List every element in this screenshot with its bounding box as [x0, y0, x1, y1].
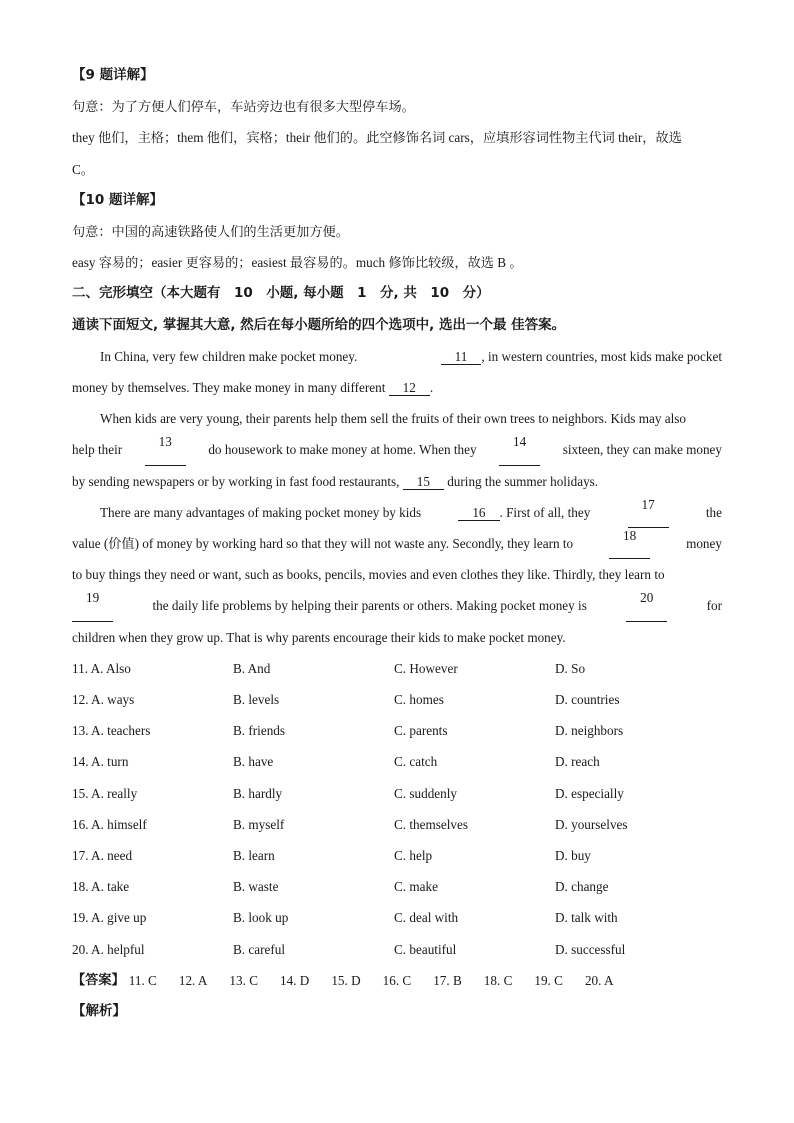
blank-20[interactable]: 20	[626, 590, 667, 621]
q10-heading: 【10 题详解】	[72, 191, 163, 208]
passage-line	[72, 372, 722, 403]
blank-16[interactable]: 16	[458, 505, 499, 521]
option-b[interactable]: B. myself	[233, 816, 285, 832]
passage-text: the	[705, 504, 722, 520]
blank-17[interactable]: 17	[628, 497, 669, 528]
q9-explanation-line1: they 他们，主格；them 他们，宾格；their 他们的。此空修饰名词 cars，应填形容词性物主代词 their，故选	[72, 130, 682, 146]
option-b[interactable]: B. look up	[233, 910, 289, 926]
option-a[interactable]: 18. A. take	[72, 879, 130, 895]
option-d[interactable]: D. buy	[555, 848, 591, 864]
passage-text: money by themselves. They make money in many different	[72, 380, 386, 396]
passage-text: sixteen, they can make money	[562, 442, 722, 458]
option-row-19	[72, 902, 722, 933]
section-instruction: 通读下面短文, 掌握其大意, 然后在每小题所给的四个选项中, 选出一个最 佳答案。	[72, 316, 566, 333]
option-a[interactable]: 16. A. himself	[72, 816, 147, 832]
blank-13[interactable]: 13	[145, 434, 186, 465]
option-row-17	[72, 840, 722, 871]
passage-line	[72, 622, 722, 653]
option-c[interactable]: C. make	[394, 879, 438, 895]
passage-text: , in western countries, most kids make pocket	[481, 348, 722, 364]
answer-item: 15. D	[331, 972, 361, 988]
option-b[interactable]: B. levels	[233, 692, 280, 708]
option-row-16	[72, 809, 722, 840]
q9-heading: 【9 题详解】	[72, 67, 154, 83]
passage-text: value (价值) of money by working hard so that they will not waste any. Secondly, they learn to	[72, 536, 574, 552]
passage-line	[72, 590, 722, 621]
option-row-11	[72, 653, 722, 684]
passage-text: children when they grow up. That is why parents encourage their kids to make pocket money.	[72, 629, 566, 645]
option-a[interactable]: 19. A. give up	[72, 910, 147, 926]
option-d[interactable]: D. yourselves	[555, 816, 628, 832]
option-b[interactable]: B. have	[233, 754, 274, 770]
option-c[interactable]: C. catch	[394, 754, 438, 770]
answer-item: 19. C	[534, 972, 563, 988]
blank-19[interactable]: 19	[72, 590, 113, 621]
option-row-12	[72, 684, 722, 715]
option-a[interactable]: 11. A. Also	[72, 660, 131, 676]
option-c[interactable]: C. suddenly	[394, 785, 458, 801]
option-c[interactable]: C. deal with	[394, 910, 459, 926]
passage-line	[72, 434, 722, 465]
passage-line	[72, 466, 722, 497]
q10-explanation: easy 容易的；easier 更容易的；easiest 最容易的。much 修饰比较级，故选 B 。	[72, 255, 523, 271]
option-row-18	[72, 871, 722, 902]
passage-text: to buy things they need or want, such as books, pencils, movies and even clothes they like. Thirdly, they learn to	[72, 567, 665, 583]
answer-item: 20. A	[584, 972, 614, 988]
options-list	[72, 653, 722, 965]
option-c[interactable]: C. However	[394, 660, 458, 676]
blank-14[interactable]: 14	[499, 434, 540, 465]
passage-text: There are many advantages of making pocket money by kids	[100, 504, 422, 520]
q10-meaning: 句意：中国的高速铁路使人们的生活更加方便。	[72, 224, 349, 240]
passage-line	[72, 341, 722, 372]
answer-key	[72, 965, 722, 996]
option-a[interactable]: 14. A. turn	[72, 754, 129, 770]
option-c[interactable]: C. themselves	[394, 816, 468, 832]
passage-text: When kids are very young, their parents help them sell the fruits of their own trees to neighbors. Kids may also	[100, 411, 686, 427]
answer-label: 【答案】	[72, 972, 125, 988]
passage-text: during the summer holidays.	[447, 473, 599, 489]
option-a[interactable]: 20. A. helpful	[72, 941, 145, 957]
option-c[interactable]: C. parents	[394, 723, 448, 739]
option-b[interactable]: B. hardly	[233, 785, 283, 801]
passage-text: do housework to make money at home. When they	[208, 442, 477, 458]
option-a[interactable]: 15. A. really	[72, 785, 138, 801]
option-b[interactable]: B. waste	[233, 879, 279, 895]
option-d[interactable]: D. neighbors	[555, 723, 624, 739]
option-d[interactable]: D. successful	[555, 941, 626, 957]
answer-item: 17. B	[433, 972, 462, 988]
q9-explanation-line2: C。	[72, 161, 94, 177]
option-b[interactable]: B. And	[233, 660, 271, 676]
option-d[interactable]: D. So	[555, 660, 586, 676]
analysis-heading: 【解析】	[72, 1003, 126, 1020]
blank-12[interactable]: 12	[389, 380, 430, 396]
option-c[interactable]: C. beautiful	[394, 941, 457, 957]
passage-line	[72, 497, 722, 528]
answer-item: 12. A	[178, 972, 208, 988]
answer-item: 18. C	[483, 972, 513, 988]
option-b[interactable]: B. careful	[233, 941, 285, 957]
passage-text: .	[429, 380, 434, 396]
option-d[interactable]: D. talk with	[555, 910, 618, 926]
option-row-13	[72, 715, 722, 746]
option-a[interactable]: 13. A. teachers	[72, 723, 151, 739]
option-d[interactable]: D. change	[555, 879, 609, 895]
passage-text: by sending newspapers or by working in fast food restaurants,	[72, 473, 400, 489]
blank-15[interactable]: 15	[403, 474, 444, 490]
option-c[interactable]: C. help	[394, 848, 433, 864]
passage-line	[72, 528, 722, 559]
passage-text: for	[706, 598, 722, 614]
passage-text: . First of all, they	[499, 504, 591, 520]
option-b[interactable]: B. friends	[233, 723, 286, 739]
option-d[interactable]: D. reach	[555, 754, 600, 770]
passage-line	[72, 403, 722, 434]
option-row-15	[72, 778, 722, 809]
answer-item: 14. D	[280, 972, 310, 988]
passage-text: the daily life problems by helping their parents or others. Making pocket money is	[152, 598, 587, 614]
q9-meaning: 句意：为了方便人们停车，车站旁边也有很多大型停车场。	[72, 99, 415, 115]
passage-text: help their	[72, 442, 123, 458]
answer-item: 16. C	[382, 972, 412, 988]
answer-item: 13. C	[229, 972, 258, 988]
answer-item: 11. C	[128, 972, 157, 988]
option-row-14	[72, 746, 722, 777]
blank-11[interactable]: 11	[441, 349, 482, 365]
passage-text: money	[686, 536, 722, 552]
section-title: 二、完形填空（本大题有 10 小题, 每小题 1 分, 共 10 分）	[72, 285, 490, 302]
option-b[interactable]: B. learn	[233, 848, 275, 864]
option-d[interactable]: D. countries	[555, 692, 620, 708]
blank-18[interactable]: 18	[609, 528, 650, 559]
passage-text: In China, very few children make pocket money.	[100, 348, 358, 364]
passage-line	[72, 559, 722, 590]
option-a[interactable]: 12. A. ways	[72, 692, 135, 708]
option-a[interactable]: 17. A. need	[72, 848, 133, 864]
document-page	[72, 60, 722, 1027]
option-row-20	[72, 934, 722, 965]
option-c[interactable]: C. homes	[394, 692, 444, 708]
option-d[interactable]: D. especially	[555, 785, 624, 801]
